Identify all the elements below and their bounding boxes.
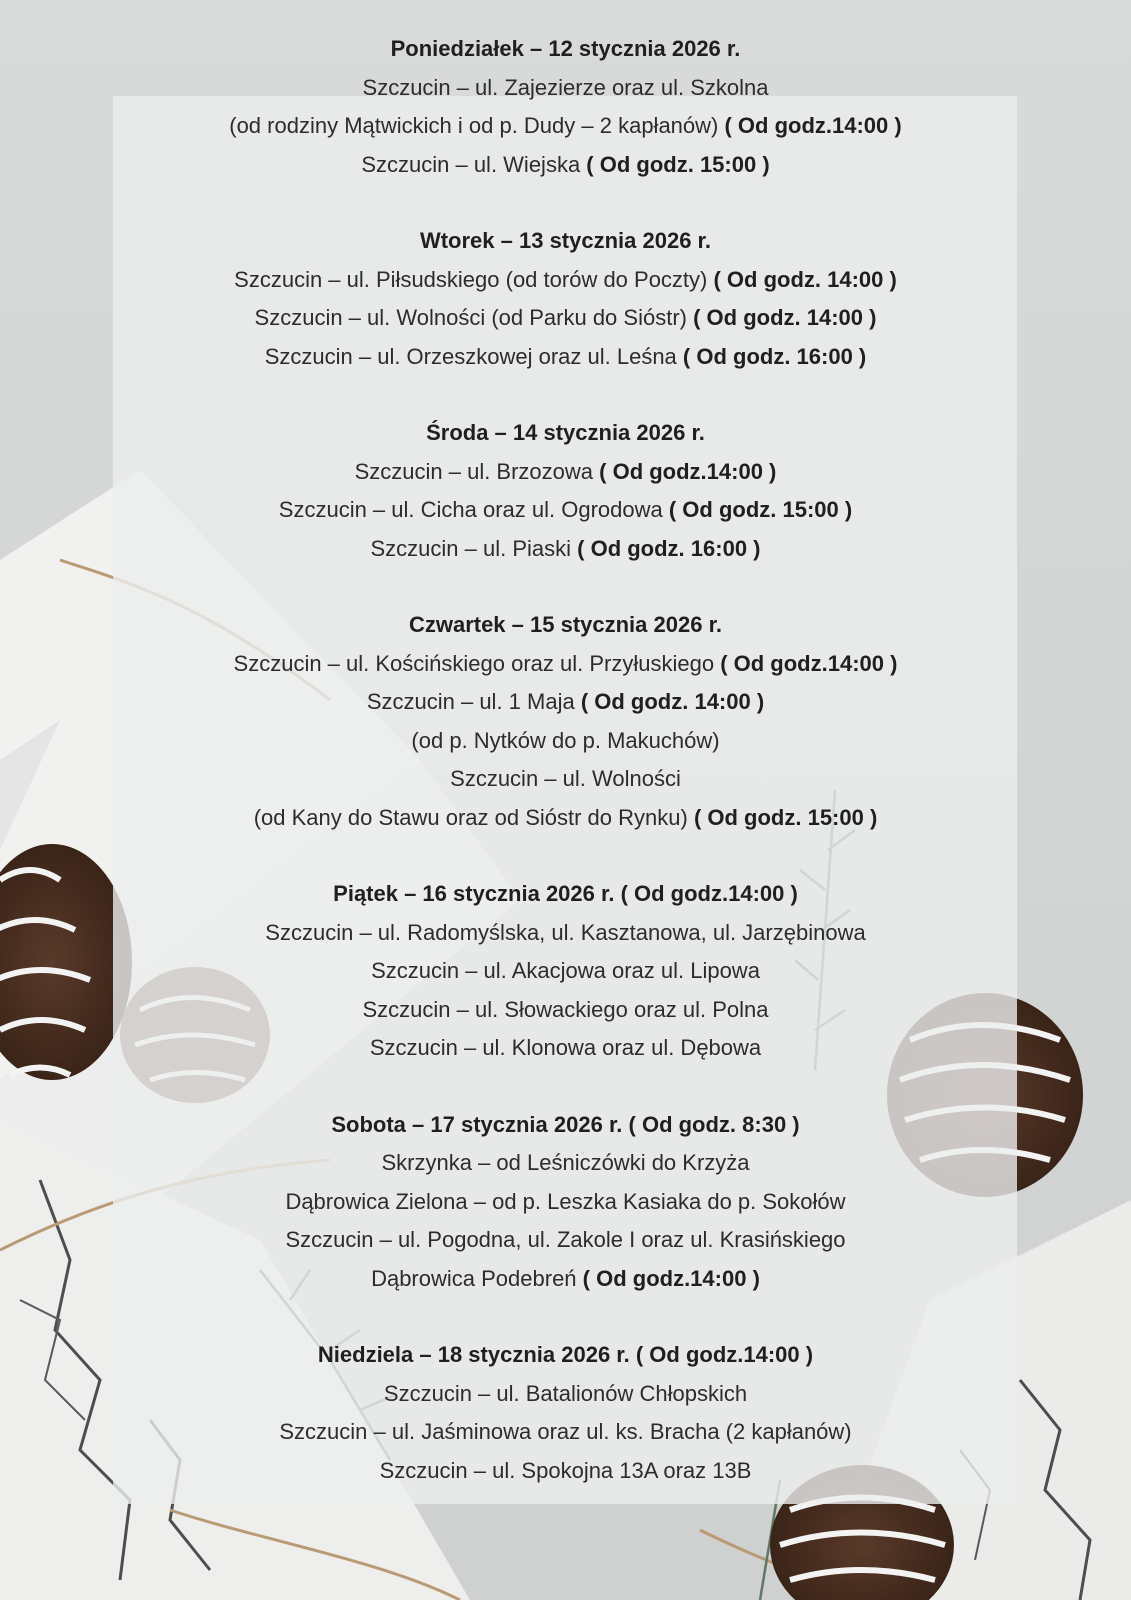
street-line	[0, 991, 1131, 1030]
street-line	[0, 1413, 1131, 1452]
street-line	[0, 722, 1131, 761]
street-line	[0, 914, 1131, 953]
street-line	[0, 1452, 1131, 1491]
day-block	[0, 222, 1131, 376]
street-line	[0, 453, 1131, 492]
street-text: Szczucin – ul. Wolności (od Parku do Sióstr)	[254, 305, 694, 330]
street-text: Skrzynka – od Leśniczówki do Krzyża	[381, 1150, 750, 1175]
street-text: Szczucin – ul. Radomyślska, ul. Kasztanowa, ul. Jarzębinowa	[265, 919, 866, 945]
day-block	[0, 606, 1131, 837]
day-heading-text: Niedziela – 18 stycznia 2026 r.	[317, 1342, 636, 1367]
day-block	[0, 1336, 1131, 1490]
visit-time: ( Od godz.14:00 )	[599, 458, 777, 484]
street-line	[0, 645, 1131, 684]
street-line	[0, 299, 1131, 338]
street-line	[0, 146, 1131, 185]
visit-time: ( Od godz.14:00 )	[720, 650, 898, 676]
day-heading-text: Sobota – 17 stycznia 2026 r.	[331, 1111, 629, 1137]
street-line	[0, 683, 1131, 722]
day-heading-text: Czwartek – 15 stycznia 2026 r.	[408, 612, 723, 637]
street-line	[0, 1375, 1131, 1414]
street-text: Szczucin – ul. Spokojna 13A oraz 13B	[379, 1457, 752, 1483]
day-heading-text: Piątek – 16 stycznia 2026 r.	[333, 881, 621, 906]
visit-time: ( Od godz.14:00 )	[582, 1265, 760, 1291]
street-line	[0, 1260, 1131, 1299]
day-heading	[0, 1336, 1131, 1375]
day-block	[0, 30, 1131, 184]
visit-time: ( Od godz. 15:00 )	[693, 804, 878, 830]
street-line	[0, 338, 1131, 377]
street-text: Szczucin – ul. Orzeszkowej oraz ul. Leśna	[264, 343, 683, 369]
day-heading-time: ( Od godz.14:00 )	[635, 1342, 814, 1367]
day-heading-time: ( Od godz. 8:30 )	[628, 1111, 800, 1137]
day-heading	[0, 606, 1131, 645]
street-line	[0, 261, 1131, 300]
street-text: Szczucin – ul. Brzozowa	[354, 458, 600, 484]
day-heading	[0, 30, 1131, 69]
day-heading	[0, 1106, 1131, 1145]
street-text: (od Kany do Stawu oraz od Sióstr do Rynku)	[253, 804, 694, 830]
street-text: Szczucin – ul. Pogodna, ul. Zakole I oraz ul. Krasińskiego	[285, 1227, 846, 1252]
visit-time: ( Od godz. 15:00 )	[668, 497, 853, 522]
street-text: Szczucin – ul. Kościńskiego oraz ul. Przyłuskiego	[233, 650, 721, 676]
street-line	[0, 1221, 1131, 1260]
street-line	[0, 69, 1131, 108]
day-heading	[0, 875, 1131, 914]
street-line	[0, 799, 1131, 838]
day-heading-time: ( Od godz.14:00 )	[620, 881, 798, 906]
street-text: Dąbrowica Zielona – od p. Leszka Kasiaka do p. Sokołów	[285, 1188, 846, 1214]
visit-time: ( Od godz. 16:00 )	[577, 535, 761, 561]
street-text: Szczucin – ul. Zajezierze oraz ul. Szkolna	[362, 74, 769, 100]
street-line	[0, 1183, 1131, 1222]
schedule	[0, 30, 1131, 1528]
street-text: Szczucin – ul. Klonowa oraz ul. Dębowa	[369, 1035, 762, 1060]
street-text: (od rodziny Mątwickich i od p. Dudy – 2 kapłanów)	[229, 113, 725, 138]
street-text: Dąbrowica Podebreń	[371, 1265, 583, 1291]
street-text: Szczucin – ul. 1 Maja	[366, 689, 581, 714]
street-text: Szczucin – ul. Cicha oraz ul. Ogrodowa	[278, 497, 669, 522]
visit-time: ( Od godz. 14:00 )	[580, 689, 765, 714]
street-text: Szczucin – ul. Jaśminowa oraz ul. ks. Bracha (2 kapłanów)	[279, 1419, 852, 1444]
street-line	[0, 107, 1131, 146]
street-line	[0, 952, 1131, 991]
street-text: Szczucin – ul. Piaski	[370, 535, 578, 561]
day-heading-text: Środa – 14 stycznia 2026 r.	[426, 420, 705, 445]
street-line	[0, 491, 1131, 530]
street-text: Szczucin – ul. Piłsudskiego (od torów do Poczty)	[234, 266, 714, 292]
day-heading	[0, 222, 1131, 261]
day-block	[0, 414, 1131, 568]
street-line	[0, 760, 1131, 799]
visit-time: ( Od godz. 16:00 )	[682, 343, 867, 369]
visit-time: ( Od godz. 14:00 )	[713, 266, 897, 292]
visit-time: ( Od godz. 14:00 )	[693, 305, 877, 330]
street-text: (od p. Nytków do p. Makuchów)	[411, 727, 720, 753]
street-line	[0, 1029, 1131, 1068]
visit-time: ( Od godz.14:00 )	[724, 113, 902, 138]
day-block	[0, 1106, 1131, 1299]
day-heading-text: Wtorek – 13 stycznia 2026 r.	[419, 228, 712, 253]
street-text: Szczucin – ul. Batalionów Chłopskich	[383, 1380, 748, 1406]
day-heading-text: Poniedziałek – 12 stycznia 2026 r.	[390, 36, 741, 61]
visit-time: ( Od godz. 15:00 )	[586, 151, 770, 177]
street-text: Szczucin – ul. Słowackiego oraz ul. Polna	[362, 996, 769, 1022]
street-text: Szczucin – ul. Wolności	[450, 766, 681, 791]
street-line	[0, 530, 1131, 569]
day-block	[0, 875, 1131, 1068]
street-line	[0, 1144, 1131, 1183]
day-heading	[0, 414, 1131, 453]
street-text: Szczucin – ul. Wiejska	[361, 151, 587, 177]
street-text: Szczucin – ul. Akacjowa oraz ul. Lipowa	[371, 958, 760, 983]
